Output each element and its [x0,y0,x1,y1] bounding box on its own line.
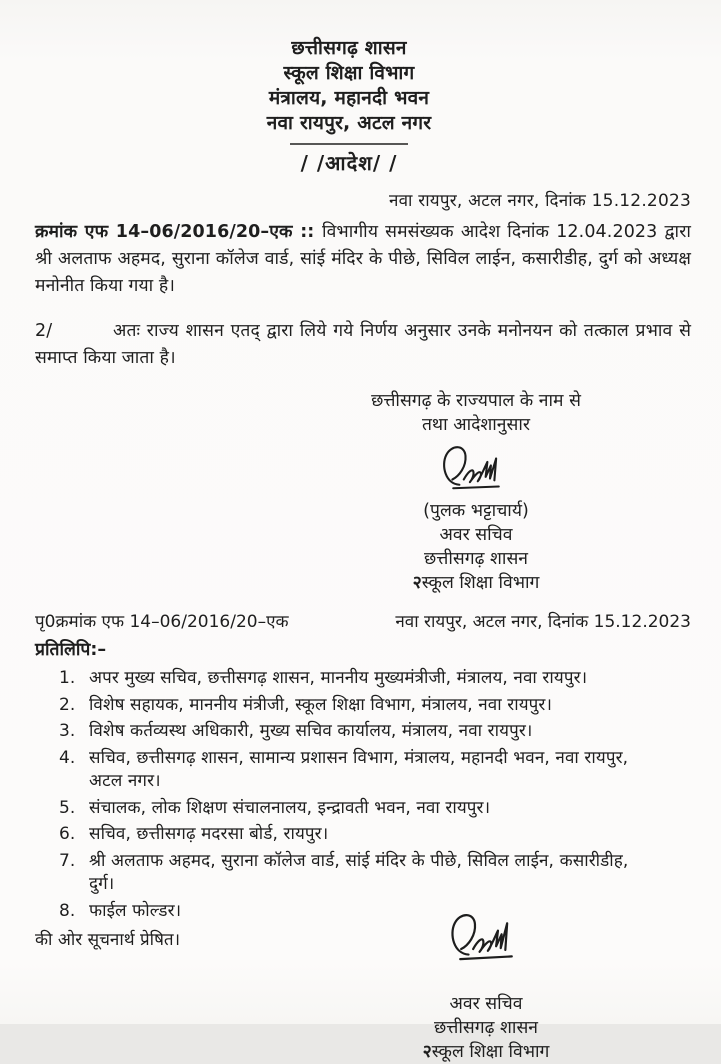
list-item-number: 2. [59,694,76,715]
signatory-department [336,1040,636,1064]
letterhead-department: स्कूल शिक्षा विभाग [283,62,415,84]
signatory-block-1 [301,389,651,595]
list-item-number: 3. [59,721,76,741]
spacer [336,968,636,992]
letterhead-ministry-building: मंत्रालय, महानदी भवन [268,87,430,109]
department-prefix-mark: २ [422,1042,432,1062]
list-item-number: 5. [59,797,76,818]
signatory-designation: अवर सचिव [449,994,523,1014]
list-item-number: 7. [59,850,76,871]
order-paragraph-1 [35,219,691,300]
signatory-designation: अवर सचिव [439,525,513,545]
list-item [59,797,691,821]
order-paragraph-2-text: अतः राज्य शासन एतद् द्वारा लिये गये निर्णय अनुसार उनके मनोनयन को तत्काल प्रभाव से समाप्त किया जाता है। [35,320,691,368]
list-item-text: फाईल फोल्डर। [89,900,182,921]
list-item-text: सचिव, छत्तीसगढ़ मदरसा बोर्ड, रायपुर। [89,824,329,844]
signatory-name: (पुलक भट्टाचार्य) [423,501,529,521]
copy-to-label: प्रतिलिपि:– [35,640,107,660]
reference-separator: :: [292,222,323,242]
letterhead-divider [290,143,408,145]
list-item-text: श्री अलताफ अहमद, सुराना कॉलेज वार्ड, सांई मंदिर के पीछे, सिविल लाईन, कसारीडीह, दुर्ग। [89,850,629,894]
list-item-number: 4. [59,747,76,768]
list-item-text: सचिव, छत्तीसगढ़ शासन, सामान्य प्रशासन विभाग, मंत्रालय, महानदी भवन, नवा रायपुर, अटल नगर। [89,747,629,791]
letterhead [35,36,663,176]
department-name: स्कूल शिक्षा विभाग [421,573,540,593]
dateline-endorsement: नवा रायपुर, अटल नगर, दिनांक 15.12.2023 [395,612,691,632]
list-item [59,694,691,718]
list-item [59,747,691,794]
list-item [59,720,691,744]
by-order-line-2: तथा आदेशानुसार [421,415,531,435]
department-prefix-mark: २ [412,573,422,593]
list-item [59,667,691,691]
list-item-number: 8. [59,900,76,921]
list-item-number: 1. [59,668,76,688]
signatory-department [301,571,651,595]
copy-to-list [35,667,691,923]
signature-icon [432,441,520,497]
list-item-text: विशेष कर्तव्यस्थ अधिकारी, मुख्य सचिव कार्यालय, मंत्रालय, नवा रायपुर। [89,721,533,741]
list-item-text: अपर मुख्य सचिव, छत्तीसगढ़ शासन, माननीय मुख्यमंत्रीजी, मंत्रालय, नवा रायपुर। [89,668,588,688]
order-paragraph-1-text: विभागीय समसंख्यक आदेश दिनांक 12.04.2023 द्वारा श्री अलताफ अहमद, सुराना कॉलेज वार्ड, सांई मंदिर के पीछे, सिविल लाईन, कसारीडीह, दुर्ग को अध्यक्ष मनोनीत किया गया है। [35,222,691,296]
signatory-block-2 [336,908,636,1064]
letterhead-city: नवा रायपुर, अटल नगर [266,112,432,134]
endorsement-reference-number: पृ0क्रमांक एफ 14–06/2016/20–एक [35,612,289,632]
list-item-number: 6. [59,824,76,844]
list-item [59,823,691,847]
order-title: / /आदेश/ / [300,151,398,175]
letterhead-government: छत्तीसगढ़ शासन [291,37,407,59]
endorsement-row [35,609,691,632]
list-item-text: संचालक, लोक शिक्षण संचालनालय, इन्द्रावती भवन, नवा रायपुर। [89,797,491,818]
order-reference-number: क्रमांक एफ 14–06/2016/20–एक [35,222,293,242]
forwarded-for-information-line: की ओर सूचनार्थ प्रेषित। [35,930,181,950]
paragraph-2-number: 2/ [35,320,53,341]
order-paragraph-2 [35,318,691,372]
list-item [59,900,691,924]
list-item-text: विशेष सहायक, माननीय मंत्रीजी, स्कूल शिक्षा विभाग, मंत्रालय, नवा रायपुर। [89,694,553,715]
list-item [59,850,691,897]
dateline-top: नवा रायपुर, अटल नगर, दिनांक 15.12.2023 [388,191,691,211]
by-order-line-1: छत्तीसगढ़ के राज्यपाल के नाम से [371,391,581,411]
signatory-government: छत्तीसगढ़ शासन [424,549,528,569]
department-name: स्कूल शिक्षा विभाग [431,1042,550,1062]
signatory-government: छत्तीसगढ़ शासन [434,1018,538,1038]
